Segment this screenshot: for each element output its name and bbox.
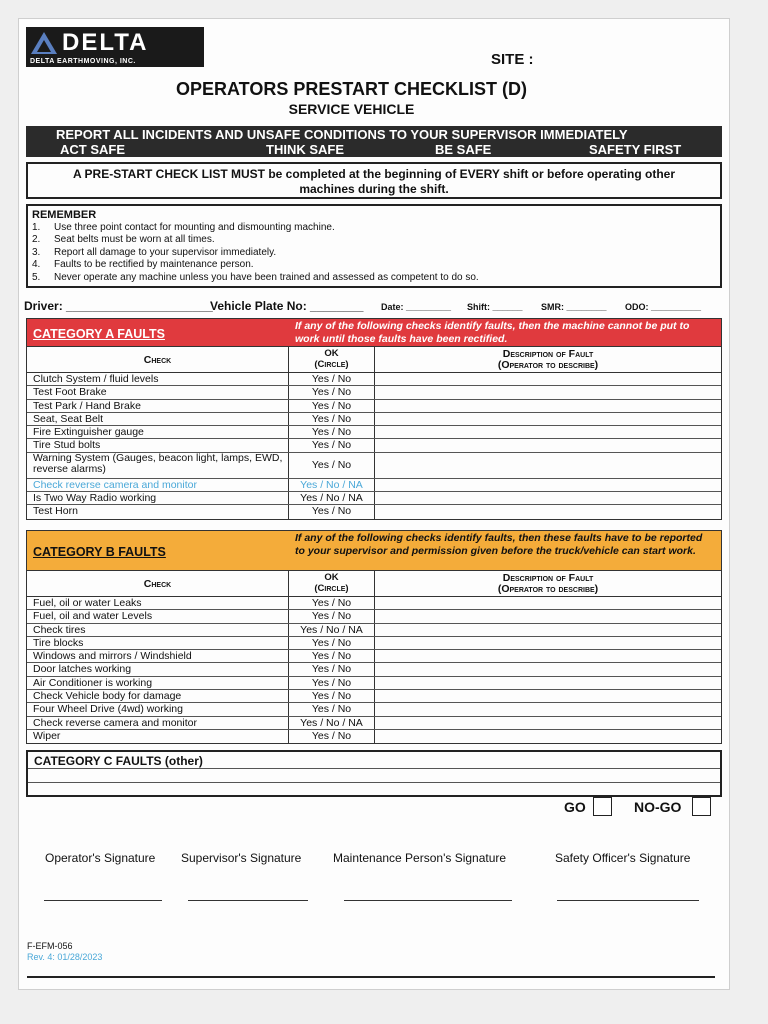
- maintenance-signature-line[interactable]: [344, 900, 512, 901]
- delta-logo: [26, 27, 204, 67]
- check-cell: Warning System (Gauges, beacon light, lamps, EWD, reverse alarms): [27, 453, 289, 478]
- table-row: [27, 400, 721, 413]
- circle-label: (Circle): [314, 359, 349, 370]
- checklist-sheet: [18, 18, 730, 990]
- ok-cell[interactable]: Yes / No: [289, 413, 375, 425]
- shift-field[interactable]: Shift: ______: [467, 302, 523, 312]
- check-cell: Test Foot Brake: [27, 386, 289, 398]
- description-label: Description of Fault: [502, 348, 594, 360]
- check-cell: Four Wheel Drive (4wd) working: [27, 703, 289, 715]
- table-row: [27, 663, 721, 676]
- remember-text: Report all damage to your supervisor immediately.: [54, 246, 277, 258]
- ok-cell[interactable]: Yes / No / NA: [289, 624, 375, 636]
- safety-banner: [26, 126, 722, 157]
- remember-num: 2.: [32, 234, 41, 245]
- nogo-label: NO-GO: [634, 799, 682, 815]
- supervisor-signature-label: Supervisor's Signature: [181, 851, 302, 865]
- table-row: [27, 717, 721, 730]
- table-row: [27, 690, 721, 703]
- table-row: [27, 610, 721, 623]
- check-cell: Door latches working: [27, 663, 289, 675]
- table-row: [27, 650, 721, 663]
- logo-brand: DELTA: [62, 29, 149, 56]
- remember-item: [32, 247, 716, 260]
- check-cell: Fire Extinguisher gauge: [27, 426, 289, 438]
- remember-item: [32, 259, 716, 272]
- ok-cell[interactable]: Yes / No: [289, 677, 375, 689]
- remember-item: [32, 234, 716, 247]
- fault-description-cell[interactable]: [375, 663, 721, 675]
- fault-description-cell[interactable]: [375, 373, 721, 385]
- page-title: OPERATORS PRESTART CHECKLIST (D): [175, 79, 527, 99]
- ok-cell[interactable]: Yes / No: [289, 386, 375, 398]
- ok-cell[interactable]: Yes / No: [289, 637, 375, 649]
- check-cell: Clutch System / fluid levels: [27, 373, 289, 385]
- fault-description-cell[interactable]: [375, 492, 721, 504]
- check-cell: Test Park / Hand Brake: [27, 400, 289, 412]
- table-column-headers: [27, 347, 721, 373]
- smr-field[interactable]: SMR: ________: [541, 302, 607, 312]
- slogan-safety-first: SAFETY FIRST: [589, 142, 682, 157]
- ok-cell[interactable]: Yes / No: [289, 426, 375, 438]
- safety-officer-signature-line[interactable]: [557, 900, 699, 901]
- fault-description-cell[interactable]: [375, 453, 721, 478]
- supervisor-signature-line[interactable]: [188, 900, 308, 901]
- table-row: [27, 597, 721, 610]
- table-column-headers: [27, 571, 721, 597]
- check-cell: Tire blocks: [27, 637, 289, 649]
- fault-description-cell[interactable]: [375, 610, 721, 622]
- fault-description-cell[interactable]: [375, 624, 721, 636]
- category-b-rows: [27, 597, 721, 743]
- ok-cell[interactable]: Yes / No: [289, 400, 375, 412]
- fault-description-cell[interactable]: [375, 479, 721, 491]
- check-cell: Is Two Way Radio working: [27, 492, 289, 504]
- check-cell: Fuel, oil and water Levels: [27, 610, 289, 622]
- category-b-title: CATEGORY B FAULTS: [33, 545, 166, 559]
- ok-cell[interactable]: Yes / No: [289, 505, 375, 518]
- banner-line: REPORT ALL INCIDENTS AND UNSAFE CONDITIONS TO YOUR SUPERVISOR IMMEDIATELY: [56, 127, 628, 142]
- check-cell: Check tires: [27, 624, 289, 636]
- check-cell: Check reverse camera and monitor: [27, 717, 289, 729]
- category-c-line: [28, 768, 720, 769]
- driver-field[interactable]: Driver: ______________________: [24, 299, 213, 313]
- category-c-line[interactable]: [28, 782, 720, 783]
- table-row: [27, 492, 721, 505]
- remember-text: Seat belts must be worn at all times.: [54, 234, 215, 245]
- remember-num: 4.: [32, 259, 41, 270]
- check-cell: Seat, Seat Belt: [27, 413, 289, 425]
- fault-description-cell[interactable]: [375, 717, 721, 729]
- fault-description-cell[interactable]: [375, 650, 721, 662]
- category-c-title: CATEGORY C FAULTS (other): [34, 754, 203, 768]
- check-cell: Wiper: [27, 730, 289, 743]
- fault-description-cell[interactable]: [375, 413, 721, 425]
- fault-description-cell[interactable]: [375, 690, 721, 702]
- fault-description-cell[interactable]: [375, 677, 721, 689]
- category-b-table: [26, 530, 722, 744]
- go-label: GO: [564, 799, 586, 815]
- category-c-box: [26, 750, 722, 797]
- go-checkbox[interactable]: [593, 797, 612, 816]
- ok-column-header: [289, 571, 375, 596]
- check-column-header: Check: [27, 571, 289, 596]
- category-a-rows: [27, 373, 721, 519]
- table-row: [27, 677, 721, 690]
- remember-num: 1.: [32, 221, 41, 233]
- table-row: [27, 730, 721, 743]
- slogan-be-safe: BE SAFE: [435, 142, 492, 157]
- check-cell: Fuel, oil or water Leaks: [27, 597, 289, 609]
- ok-cell[interactable]: Yes / No / NA: [289, 492, 375, 504]
- delta-triangle-icon: [30, 31, 58, 55]
- ok-cell[interactable]: Yes / No: [289, 373, 375, 385]
- check-cell: Windows and mirrors / Windshield: [27, 650, 289, 662]
- table-row: [27, 505, 721, 518]
- description-sub-label: (Operator to describe): [497, 359, 599, 371]
- ok-cell[interactable]: Yes / No / NA: [289, 717, 375, 729]
- category-a-title: CATEGORY A FAULTS: [33, 327, 165, 341]
- vehicle-fields: [24, 299, 724, 317]
- remember-num: 5.: [32, 271, 41, 283]
- check-cell: Tire Stud bolts: [27, 439, 289, 451]
- remember-text: Never operate any machine unless you have been trained and assessed as competent to do so.: [54, 271, 479, 283]
- table-row: [27, 373, 721, 386]
- table-row: [27, 386, 721, 399]
- check-cell: Check Vehicle body for damage: [27, 690, 289, 702]
- category-b-header: [27, 531, 721, 571]
- ok-column-header: [289, 347, 375, 372]
- table-row: [27, 439, 721, 452]
- remember-box: [26, 204, 722, 288]
- fault-description-cell[interactable]: [375, 439, 721, 451]
- check-cell: Air Conditioner is working: [27, 677, 289, 689]
- page-subtitle: SERVICE VEHICLE: [288, 101, 415, 117]
- description-label: Description of Fault: [502, 572, 594, 584]
- table-row: [27, 453, 721, 479]
- circle-label: (Circle): [314, 583, 349, 594]
- category-a-header: [27, 319, 721, 347]
- revision-date: Rev. 4: 01/28/2023: [27, 952, 103, 962]
- ok-label: OK: [324, 348, 339, 359]
- slogan-act-safe: ACT SAFE: [60, 142, 125, 157]
- remember-text: Use three point contact for mounting and dismounting machine.: [54, 221, 335, 233]
- nogo-checkbox[interactable]: [692, 797, 711, 816]
- check-cell: Check reverse camera and monitor: [27, 479, 289, 491]
- ok-cell[interactable]: Yes / No: [289, 597, 375, 609]
- table-row: [27, 413, 721, 426]
- safety-officer-signature-label: Safety Officer's Signature: [555, 851, 691, 865]
- table-row: [27, 479, 721, 492]
- date-field[interactable]: Date: _________: [381, 302, 452, 312]
- remember-heading: REMEMBER: [32, 209, 97, 221]
- fault-description-cell[interactable]: [375, 505, 721, 518]
- slogan-think-safe: THINK SAFE: [266, 142, 344, 157]
- odo-field[interactable]: ODO: __________: [625, 302, 702, 312]
- fault-description-cell[interactable]: [375, 400, 721, 412]
- table-row: [27, 624, 721, 637]
- fault-description-cell[interactable]: [375, 703, 721, 715]
- remember-text: Faults to be rectified by maintenance person.: [54, 259, 254, 270]
- ok-cell[interactable]: Yes / No: [289, 453, 375, 478]
- ok-cell[interactable]: Yes / No: [289, 439, 375, 451]
- ok-cell[interactable]: Yes / No: [289, 690, 375, 702]
- table-row: [27, 703, 721, 716]
- fault-description-cell[interactable]: [375, 386, 721, 398]
- category-b-note: If any of the following checks identify faults, then these faults have to be reported to your supervisor and permission given before the truck/vehicle can start work.: [295, 532, 703, 557]
- ok-cell[interactable]: Yes / No / NA: [289, 479, 375, 491]
- ok-cell[interactable]: Yes / No: [289, 610, 375, 622]
- remember-item: [32, 222, 716, 235]
- description-column-header: [375, 347, 721, 372]
- check-column-header: Check: [27, 347, 289, 372]
- maintenance-signature-label: Maintenance Person's Signature: [333, 851, 507, 865]
- fault-description-cell[interactable]: [375, 730, 721, 743]
- check-cell: Test Horn: [27, 505, 289, 518]
- ok-label: OK: [324, 572, 339, 583]
- description-column-header: [375, 571, 721, 596]
- category-a-note: If any of the following checks identify faults, then the machine cannot be put to work until those faults have been rectified.: [295, 320, 690, 345]
- ok-cell[interactable]: Yes / No: [289, 663, 375, 675]
- ok-cell[interactable]: Yes / No: [289, 703, 375, 715]
- ok-cell[interactable]: Yes / No: [289, 730, 375, 743]
- description-sub-label: (Operator to describe): [497, 583, 599, 595]
- remember-item: [32, 272, 716, 285]
- site-label: SITE :: [491, 51, 534, 68]
- prestart-notice: A PRE-START CHECK LIST MUST be completed at the beginning of EVERY shift or before operating other machines during the shift.: [26, 162, 722, 199]
- operator-signature-line[interactable]: [44, 900, 162, 901]
- table-row: [27, 637, 721, 650]
- bottom-rule: [27, 976, 715, 978]
- vehicle-plate-field[interactable]: Vehicle Plate No: ________: [210, 299, 364, 313]
- form-id: F-EFM-056: [27, 941, 73, 951]
- logo-subtitle: DELTA EARTHMOVING, INC.: [30, 58, 136, 65]
- fault-description-cell[interactable]: [375, 426, 721, 438]
- operator-signature-label: Operator's Signature: [45, 851, 156, 865]
- ok-cell[interactable]: Yes / No: [289, 650, 375, 662]
- remember-num: 3.: [32, 246, 41, 258]
- fault-description-cell[interactable]: [375, 597, 721, 609]
- table-row: [27, 426, 721, 439]
- category-a-table: [26, 318, 722, 520]
- fault-description-cell[interactable]: [375, 637, 721, 649]
